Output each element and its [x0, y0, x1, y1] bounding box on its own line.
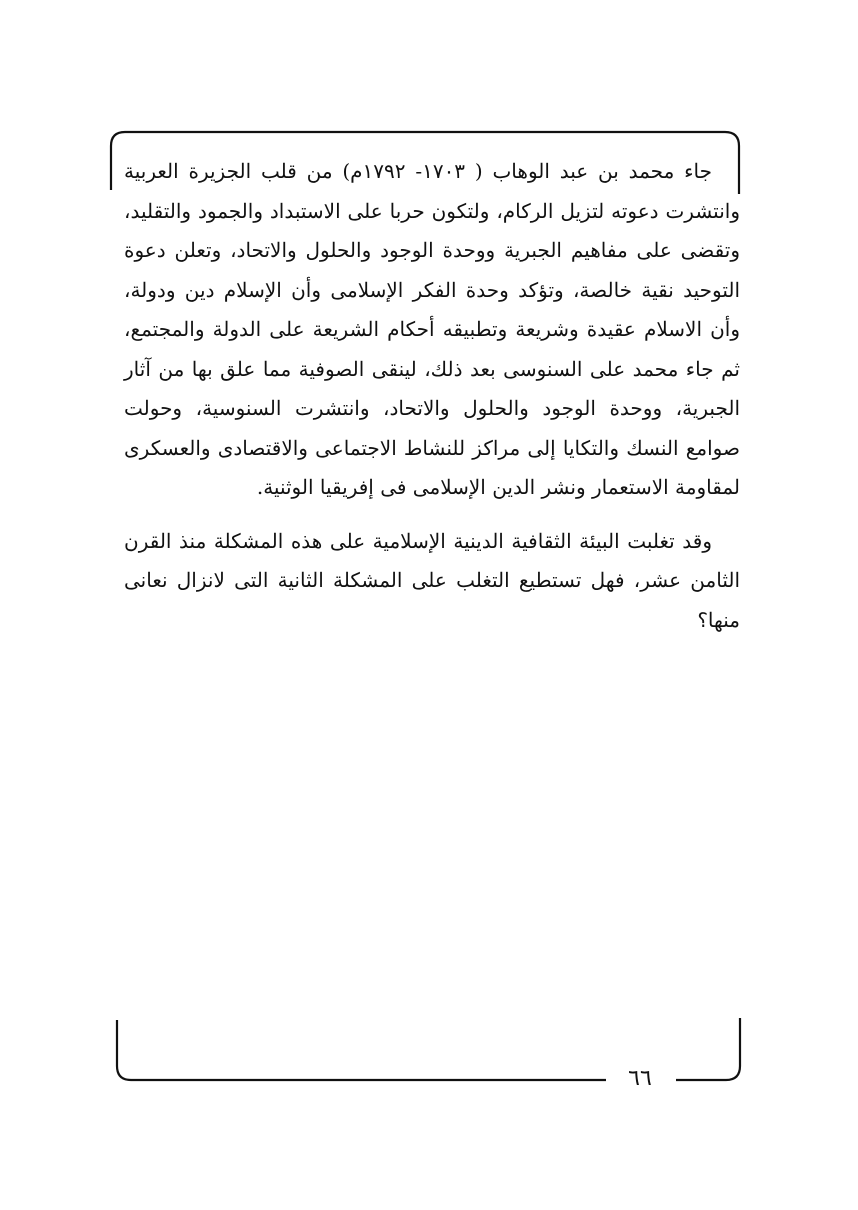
paragraph-2: وقد تغلبت البيئة الثقافية الدينية الإسلامية على هذه المشكلة منذ القرن الثامن عشر، فهل تستطيع التغلب على المشكلة الثانية التى لانزال نعانى منها؟	[124, 528, 740, 632]
bottom-frame-right	[676, 1018, 740, 1080]
body-text	[124, 152, 740, 640]
bottom-frame-left	[117, 1020, 606, 1080]
paragraph-1: جاء محمد بن عبد الوهاب ( ١٧٠٣- ١٧٩٢م) من قلب الجزيرة العربية وانتشرت دعوته لتزيل الركام، ولتكون حربا على الاستبداد والجمود والتقليد، وتقضى على مفاهيم الجبرية ووحدة الوجود والحلول والاتحاد، وتعلن دعوة التوحيد نقية خالصة، وتؤكد وحدة الفكر الإسلامى وأن الإسلام دين ودولة، وأن الاسلام عقيدة وشريعة وتطبيقه أحكام الشريعة على الدولة والمجتمع، ثم جاء محمد على السنوسى بعد ذلك، لينقى الصوفية مما علق بها من آثار الجبرية، ووحدة الوجود والحلول والاتحاد، وانتشرت السنوسية، وحولت صوامع النسك والتكايا إلى مراكز للنشاط الاجتماعى والاقتصادى والعسكرى لمقاومة الاستعمار ونشر الدين الإسلامى فى إفريقيا الوثنية.	[124, 159, 740, 499]
page-number: ٦٦	[628, 1066, 652, 1091]
